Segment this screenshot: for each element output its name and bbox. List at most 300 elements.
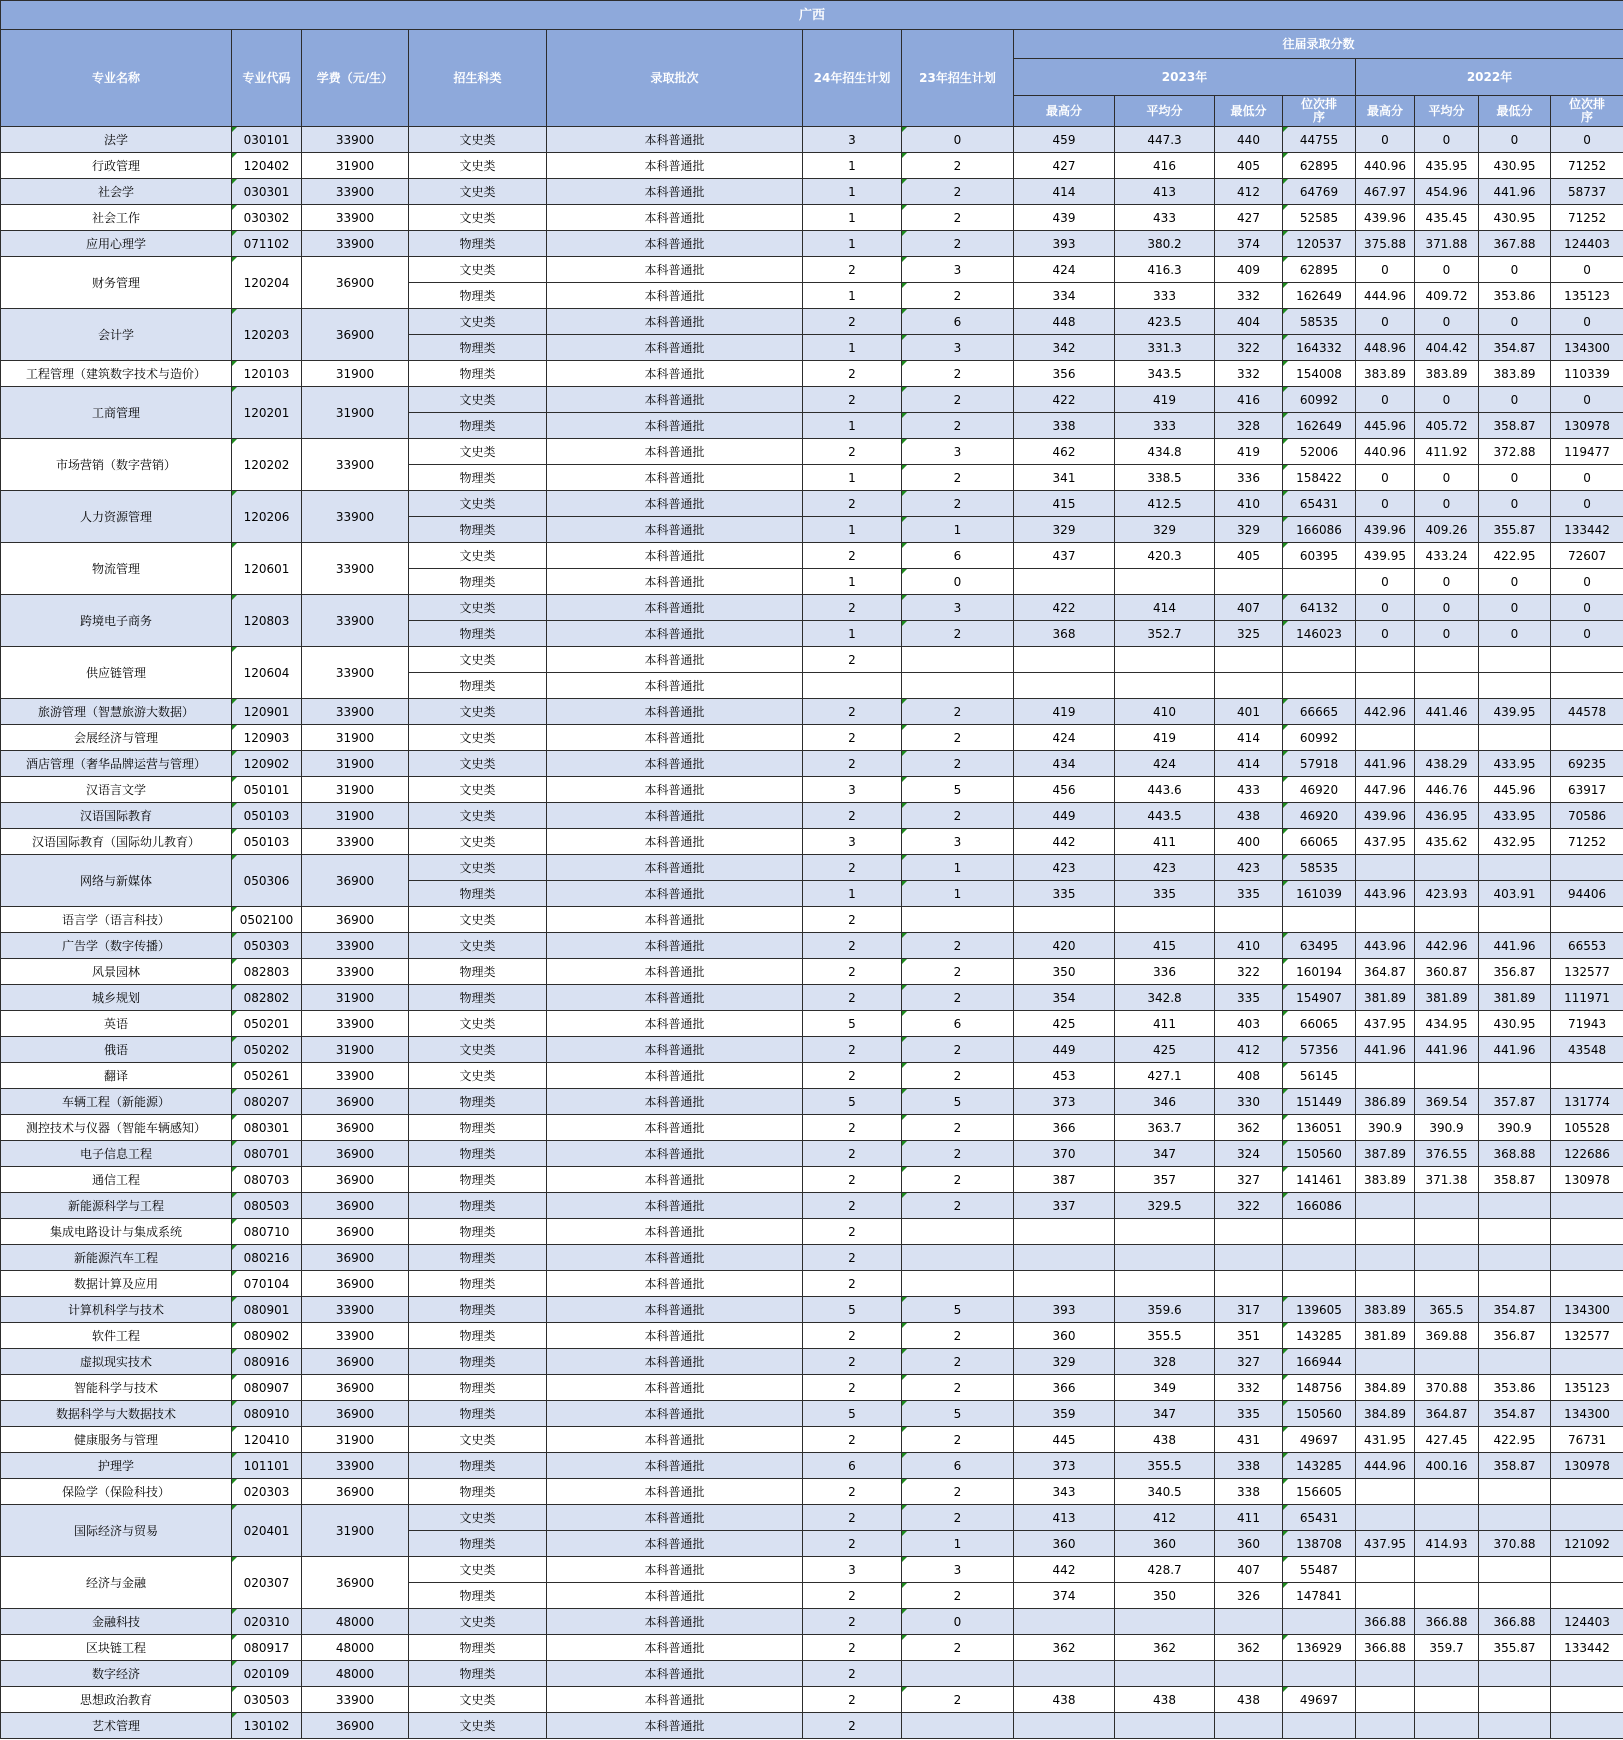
header-2022-max: 最高分 <box>1356 96 1415 127</box>
cell-plan24: 2 <box>803 933 902 959</box>
cell-rank-2022: 70586 <box>1551 803 1623 829</box>
cell-batch: 本科普通批 <box>547 231 803 257</box>
major-name: 数字经济 <box>1 1661 232 1687</box>
major-name: 车辆工程（新能源） <box>1 1089 232 1115</box>
cell-rank-2022: 0 <box>1551 621 1623 647</box>
cell-batch: 本科普通批 <box>547 1427 803 1453</box>
cell-min-2023: 407 <box>1215 1557 1283 1583</box>
major-code: 120901 <box>232 699 302 725</box>
table-row <box>1 595 1623 621</box>
cell-avg-2023: 413 <box>1115 179 1215 205</box>
cell-max-2022: 444.96 <box>1356 283 1415 309</box>
cell-rank-2023: 151449 <box>1283 1089 1356 1115</box>
major-code: 130102 <box>232 1713 302 1739</box>
cell-batch: 本科普通批 <box>547 543 803 569</box>
cell-min-2022: 0 <box>1479 569 1551 595</box>
cell-min-2023: 335 <box>1215 881 1283 907</box>
cell-max-2022: 381.89 <box>1356 1323 1415 1349</box>
table-row <box>1 1557 1623 1583</box>
cell-max-2022: 437.95 <box>1356 829 1415 855</box>
cell-category: 文史类 <box>409 1609 547 1635</box>
cell-max-2022: 366.88 <box>1356 1635 1415 1661</box>
cell-plan23: 3 <box>902 1557 1014 1583</box>
cell-max-2022: 445.96 <box>1356 413 1415 439</box>
cell-batch: 本科普通批 <box>547 1141 803 1167</box>
cell-plan24: 1 <box>803 569 902 595</box>
cell-avg-2022 <box>1415 1271 1479 1297</box>
cell-min-2022 <box>1479 725 1551 751</box>
cell-avg-2023: 438 <box>1115 1687 1215 1713</box>
table-row <box>1 153 1623 179</box>
cell-avg-2022 <box>1415 1219 1479 1245</box>
table-row <box>1 1271 1623 1297</box>
cell-min-2022: 353.86 <box>1479 1375 1551 1401</box>
cell-category: 文史类 <box>409 179 547 205</box>
cell-rank-2022: 119477 <box>1551 439 1623 465</box>
cell-plan23: 2 <box>902 1141 1014 1167</box>
table-row <box>1 1297 1623 1323</box>
cell-max-2022: 390.9 <box>1356 1115 1415 1141</box>
cell-max-2022: 437.95 <box>1356 1531 1415 1557</box>
cell-avg-2022: 400.16 <box>1415 1453 1479 1479</box>
table-row <box>1 439 1623 465</box>
cell-max-2022 <box>1356 1479 1415 1505</box>
cell-plan24: 1 <box>803 283 902 309</box>
table-row <box>1 543 1623 569</box>
tuition-fee: 36900 <box>302 1089 409 1115</box>
cell-avg-2023: 443.6 <box>1115 777 1215 803</box>
cell-plan24: 5 <box>803 1401 902 1427</box>
cell-max-2023 <box>1014 1219 1115 1245</box>
cell-category: 物理类 <box>409 1479 547 1505</box>
cell-avg-2022: 411.92 <box>1415 439 1479 465</box>
cell-max-2023 <box>1014 1661 1115 1687</box>
header-code: 专业代码 <box>232 30 302 127</box>
cell-max-2023: 414 <box>1014 179 1115 205</box>
major-name: 虚拟现实技术 <box>1 1349 232 1375</box>
cell-plan23 <box>902 673 1014 699</box>
cell-min-2022: 0 <box>1479 127 1551 153</box>
cell-plan24: 3 <box>803 127 902 153</box>
cell-avg-2023: 447.3 <box>1115 127 1215 153</box>
cell-plan24: 2 <box>803 361 902 387</box>
cell-avg-2022: 359.7 <box>1415 1635 1479 1661</box>
cell-max-2023: 425 <box>1014 1011 1115 1037</box>
cell-plan23: 2 <box>902 725 1014 751</box>
major-name: 酒店管理（奢华品牌运营与管理） <box>1 751 232 777</box>
cell-category: 文史类 <box>409 803 547 829</box>
cell-plan24: 2 <box>803 543 902 569</box>
tuition-fee: 31900 <box>302 1037 409 1063</box>
cell-avg-2023: 329.5 <box>1115 1193 1215 1219</box>
cell-plan23 <box>902 1271 1014 1297</box>
cell-max-2023 <box>1014 647 1115 673</box>
cell-rank-2023: 143285 <box>1283 1323 1356 1349</box>
major-code: 030503 <box>232 1687 302 1713</box>
cell-avg-2023: 412 <box>1115 1505 1215 1531</box>
cell-plan24: 2 <box>803 1141 902 1167</box>
cell-rank-2023: 164332 <box>1283 335 1356 361</box>
cell-max-2022: 384.89 <box>1356 1375 1415 1401</box>
cell-max-2022: 364.87 <box>1356 959 1415 985</box>
major-name: 供应链管理 <box>1 647 232 699</box>
cell-max-2022 <box>1356 907 1415 933</box>
table-row <box>1 1037 1623 1063</box>
major-name: 社会工作 <box>1 205 232 231</box>
major-code: 120202 <box>232 439 302 491</box>
cell-min-2023: 332 <box>1215 361 1283 387</box>
cell-max-2023: 374 <box>1014 1583 1115 1609</box>
cell-rank-2022 <box>1551 673 1623 699</box>
cell-max-2023: 368 <box>1014 621 1115 647</box>
tuition-fee: 31900 <box>302 751 409 777</box>
tuition-fee: 36900 <box>302 1713 409 1739</box>
cell-plan24: 6 <box>803 1453 902 1479</box>
cell-category: 文史类 <box>409 855 547 881</box>
cell-plan23: 2 <box>902 387 1014 413</box>
cell-avg-2023: 333 <box>1115 413 1215 439</box>
table-row <box>1 127 1623 153</box>
cell-avg-2022: 0 <box>1415 621 1479 647</box>
cell-max-2023 <box>1014 1271 1115 1297</box>
cell-rank-2022: 69235 <box>1551 751 1623 777</box>
cell-max-2023: 415 <box>1014 491 1115 517</box>
table-row <box>1 361 1623 387</box>
cell-max-2023 <box>1014 1713 1115 1739</box>
cell-batch: 本科普通批 <box>547 205 803 231</box>
cell-batch: 本科普通批 <box>547 1167 803 1193</box>
cell-plan23: 5 <box>902 1401 1014 1427</box>
tuition-fee: 36900 <box>302 1349 409 1375</box>
table-row <box>1 647 1623 673</box>
cell-max-2022 <box>1356 1687 1415 1713</box>
cell-min-2022 <box>1479 1505 1551 1531</box>
cell-rank-2023: 58535 <box>1283 855 1356 881</box>
cell-category: 文史类 <box>409 907 547 933</box>
cell-avg-2022 <box>1415 1479 1479 1505</box>
cell-max-2022: 437.95 <box>1356 1011 1415 1037</box>
major-code: 050201 <box>232 1011 302 1037</box>
cell-min-2023: 324 <box>1215 1141 1283 1167</box>
cell-avg-2022: 423.93 <box>1415 881 1479 907</box>
cell-plan23: 2 <box>902 491 1014 517</box>
cell-avg-2022: 404.42 <box>1415 335 1479 361</box>
cell-category: 文史类 <box>409 257 547 283</box>
cell-plan24: 1 <box>803 153 902 179</box>
cell-batch: 本科普通批 <box>547 361 803 387</box>
major-code: 120604 <box>232 647 302 699</box>
major-name: 法学 <box>1 127 232 153</box>
cell-rank-2023 <box>1283 673 1356 699</box>
major-name: 智能科学与技术 <box>1 1375 232 1401</box>
cell-batch: 本科普通批 <box>547 1713 803 1739</box>
major-name: 新能源科学与工程 <box>1 1193 232 1219</box>
major-code: 070104 <box>232 1271 302 1297</box>
cell-rank-2022 <box>1551 1245 1623 1271</box>
cell-plan24: 2 <box>803 1505 902 1531</box>
cell-category: 文史类 <box>409 933 547 959</box>
cell-rank-2023: 52585 <box>1283 205 1356 231</box>
cell-plan23: 2 <box>902 959 1014 985</box>
cell-rank-2023: 52006 <box>1283 439 1356 465</box>
cell-avg-2022 <box>1415 673 1479 699</box>
cell-batch: 本科普通批 <box>547 673 803 699</box>
major-name: 工程管理（建筑数字技术与造价） <box>1 361 232 387</box>
cell-avg-2022: 376.55 <box>1415 1141 1479 1167</box>
cell-max-2022 <box>1356 673 1415 699</box>
major-code: 080907 <box>232 1375 302 1401</box>
cell-plan23: 2 <box>902 985 1014 1011</box>
cell-category: 文史类 <box>409 1713 547 1739</box>
header-2022-rank: 位次排序 <box>1551 96 1623 127</box>
cell-min-2023: 401 <box>1215 699 1283 725</box>
cell-plan24: 2 <box>803 1349 902 1375</box>
cell-rank-2022: 122686 <box>1551 1141 1623 1167</box>
cell-batch: 本科普通批 <box>547 933 803 959</box>
cell-min-2022: 381.89 <box>1479 985 1551 1011</box>
cell-avg-2023: 338.5 <box>1115 465 1215 491</box>
cell-rank-2022 <box>1551 1193 1623 1219</box>
cell-min-2022: 355.87 <box>1479 1635 1551 1661</box>
cell-batch: 本科普通批 <box>547 257 803 283</box>
cell-plan24: 5 <box>803 1297 902 1323</box>
cell-max-2022 <box>1356 1063 1415 1089</box>
cell-max-2023: 335 <box>1014 881 1115 907</box>
cell-max-2022: 439.96 <box>1356 205 1415 231</box>
cell-max-2023: 427 <box>1014 153 1115 179</box>
cell-rank-2023: 66065 <box>1283 1011 1356 1037</box>
cell-max-2023: 362 <box>1014 1635 1115 1661</box>
cell-min-2023: 338 <box>1215 1479 1283 1505</box>
cell-max-2022: 440.96 <box>1356 439 1415 465</box>
cell-category: 物理类 <box>409 1375 547 1401</box>
cell-max-2022: 448.96 <box>1356 335 1415 361</box>
cell-batch: 本科普通批 <box>547 1297 803 1323</box>
cell-min-2023: 360 <box>1215 1531 1283 1557</box>
cell-plan23: 2 <box>902 153 1014 179</box>
cell-max-2023: 449 <box>1014 803 1115 829</box>
cell-plan23: 2 <box>902 283 1014 309</box>
cell-batch: 本科普通批 <box>547 439 803 465</box>
cell-avg-2022 <box>1415 855 1479 881</box>
cell-batch: 本科普通批 <box>547 959 803 985</box>
cell-min-2022: 0 <box>1479 309 1551 335</box>
cell-rank-2022: 72607 <box>1551 543 1623 569</box>
cell-max-2023: 359 <box>1014 1401 1115 1427</box>
cell-plan23: 3 <box>902 595 1014 621</box>
cell-avg-2023: 434.8 <box>1115 439 1215 465</box>
cell-plan24: 1 <box>803 205 902 231</box>
cell-rank-2023 <box>1283 907 1356 933</box>
major-name: 跨境电子商务 <box>1 595 232 647</box>
cell-max-2023: 387 <box>1014 1167 1115 1193</box>
cell-min-2022: 433.95 <box>1479 803 1551 829</box>
cell-plan23 <box>902 1713 1014 1739</box>
cell-plan24: 2 <box>803 595 902 621</box>
cell-min-2023: 423 <box>1215 855 1283 881</box>
cell-batch: 本科普通批 <box>547 1687 803 1713</box>
major-code: 050103 <box>232 829 302 855</box>
cell-min-2022: 441.96 <box>1479 179 1551 205</box>
cell-avg-2022: 366.88 <box>1415 1609 1479 1635</box>
cell-max-2022: 444.96 <box>1356 1453 1415 1479</box>
cell-rank-2022: 44578 <box>1551 699 1623 725</box>
cell-avg-2022 <box>1415 1713 1479 1739</box>
cell-avg-2023 <box>1115 1609 1215 1635</box>
cell-avg-2022 <box>1415 1661 1479 1687</box>
cell-rank-2022: 58737 <box>1551 179 1623 205</box>
cell-rank-2023: 154907 <box>1283 985 1356 1011</box>
cell-avg-2022: 365.5 <box>1415 1297 1479 1323</box>
cell-avg-2022 <box>1415 1687 1479 1713</box>
cell-plan23: 2 <box>902 1193 1014 1219</box>
major-code: 020109 <box>232 1661 302 1687</box>
cell-rank-2022 <box>1551 1219 1623 1245</box>
cell-min-2023: 419 <box>1215 439 1283 465</box>
cell-min-2022: 433.95 <box>1479 751 1551 777</box>
cell-batch: 本科普通批 <box>547 387 803 413</box>
cell-avg-2022 <box>1415 1063 1479 1089</box>
cell-avg-2023 <box>1115 1661 1215 1687</box>
cell-min-2022: 441.96 <box>1479 1037 1551 1063</box>
cell-category: 文史类 <box>409 387 547 413</box>
cell-min-2022: 422.95 <box>1479 1427 1551 1453</box>
cell-avg-2022: 0 <box>1415 127 1479 153</box>
cell-avg-2023 <box>1115 673 1215 699</box>
cell-rank-2022: 66553 <box>1551 933 1623 959</box>
cell-category: 物理类 <box>409 1349 547 1375</box>
cell-batch: 本科普通批 <box>547 1011 803 1037</box>
cell-avg-2023: 428.7 <box>1115 1557 1215 1583</box>
cell-avg-2023: 425 <box>1115 1037 1215 1063</box>
cell-batch: 本科普通批 <box>547 465 803 491</box>
tuition-fee: 36900 <box>302 1115 409 1141</box>
cell-plan24: 1 <box>803 335 902 361</box>
cell-plan23: 2 <box>902 933 1014 959</box>
table-row <box>1 959 1623 985</box>
major-code: 020310 <box>232 1609 302 1635</box>
cell-avg-2022: 371.38 <box>1415 1167 1479 1193</box>
cell-max-2022: 386.89 <box>1356 1089 1415 1115</box>
cell-plan23: 2 <box>902 1375 1014 1401</box>
cell-max-2022 <box>1356 1505 1415 1531</box>
cell-category: 物理类 <box>409 1453 547 1479</box>
cell-rank-2023: 66665 <box>1283 699 1356 725</box>
cell-max-2023: 354 <box>1014 985 1115 1011</box>
cell-category: 物理类 <box>409 1661 547 1687</box>
table-row <box>1 1323 1623 1349</box>
cell-max-2022: 443.96 <box>1356 933 1415 959</box>
cell-avg-2022: 427.45 <box>1415 1427 1479 1453</box>
cell-plan23: 0 <box>902 127 1014 153</box>
cell-category: 文史类 <box>409 751 547 777</box>
cell-batch: 本科普通批 <box>547 699 803 725</box>
cell-min-2023: 409 <box>1215 257 1283 283</box>
major-name: 保险学（保险科技） <box>1 1479 232 1505</box>
cell-rank-2023: 60992 <box>1283 387 1356 413</box>
cell-rank-2022: 132577 <box>1551 1323 1623 1349</box>
cell-min-2022: 368.88 <box>1479 1141 1551 1167</box>
cell-plan23: 2 <box>902 231 1014 257</box>
table-row <box>1 1089 1623 1115</box>
header-category: 招生科类 <box>409 30 547 127</box>
cell-min-2022: 0 <box>1479 465 1551 491</box>
cell-max-2023: 423 <box>1014 855 1115 881</box>
cell-category: 文史类 <box>409 829 547 855</box>
cell-rank-2023: 57918 <box>1283 751 1356 777</box>
cell-min-2022: 357.87 <box>1479 1089 1551 1115</box>
cell-rank-2022 <box>1551 1661 1623 1687</box>
major-code: 120410 <box>232 1427 302 1453</box>
major-code: 080216 <box>232 1245 302 1271</box>
major-code: 082802 <box>232 985 302 1011</box>
cell-plan23: 2 <box>902 1349 1014 1375</box>
cell-min-2022 <box>1479 1479 1551 1505</box>
cell-max-2023: 456 <box>1014 777 1115 803</box>
cell-max-2023: 329 <box>1014 1349 1115 1375</box>
cell-min-2022 <box>1479 1193 1551 1219</box>
table-row <box>1 1219 1623 1245</box>
cell-category: 物理类 <box>409 1401 547 1427</box>
cell-batch: 本科普通批 <box>547 283 803 309</box>
cell-rank-2023: 138708 <box>1283 1531 1356 1557</box>
cell-rank-2023: 166086 <box>1283 517 1356 543</box>
cell-rank-2022 <box>1551 1583 1623 1609</box>
cell-plan24: 2 <box>803 699 902 725</box>
cell-avg-2022 <box>1415 1245 1479 1271</box>
table-row <box>1 1167 1623 1193</box>
cell-min-2023: 335 <box>1215 1401 1283 1427</box>
cell-plan23 <box>902 1219 1014 1245</box>
table-row <box>1 855 1623 881</box>
cell-max-2023: 393 <box>1014 1297 1115 1323</box>
cell-min-2022: 430.95 <box>1479 1011 1551 1037</box>
cell-plan24: 2 <box>803 1661 902 1687</box>
cell-category: 物理类 <box>409 621 547 647</box>
header-2023-avg: 平均分 <box>1115 96 1215 127</box>
cell-rank-2023 <box>1283 1661 1356 1687</box>
cell-min-2022: 0 <box>1479 621 1551 647</box>
major-code: 080901 <box>232 1297 302 1323</box>
major-code: 030301 <box>232 179 302 205</box>
cell-batch: 本科普通批 <box>547 413 803 439</box>
cell-category: 文史类 <box>409 1427 547 1453</box>
cell-rank-2022: 121092 <box>1551 1531 1623 1557</box>
cell-min-2023: 335 <box>1215 985 1283 1011</box>
cell-plan23: 3 <box>902 439 1014 465</box>
tuition-fee: 33900 <box>302 1323 409 1349</box>
cell-max-2022: 0 <box>1356 491 1415 517</box>
cell-plan23: 6 <box>902 1453 1014 1479</box>
cell-plan24: 2 <box>803 1479 902 1505</box>
major-name: 金融科技 <box>1 1609 232 1635</box>
cell-plan23: 5 <box>902 1089 1014 1115</box>
cell-avg-2022: 369.88 <box>1415 1323 1479 1349</box>
cell-max-2022: 383.89 <box>1356 1297 1415 1323</box>
major-code: 120103 <box>232 361 302 387</box>
cell-category: 物理类 <box>409 1583 547 1609</box>
cell-plan24: 1 <box>803 231 902 257</box>
cell-batch: 本科普通批 <box>547 1089 803 1115</box>
cell-batch: 本科普通批 <box>547 1375 803 1401</box>
cell-plan23 <box>902 647 1014 673</box>
tuition-fee: 33900 <box>302 1453 409 1479</box>
cell-max-2023: 334 <box>1014 283 1115 309</box>
cell-rank-2022 <box>1551 1479 1623 1505</box>
cell-rank-2022: 0 <box>1551 595 1623 621</box>
cell-category: 物理类 <box>409 517 547 543</box>
cell-min-2023 <box>1215 647 1283 673</box>
